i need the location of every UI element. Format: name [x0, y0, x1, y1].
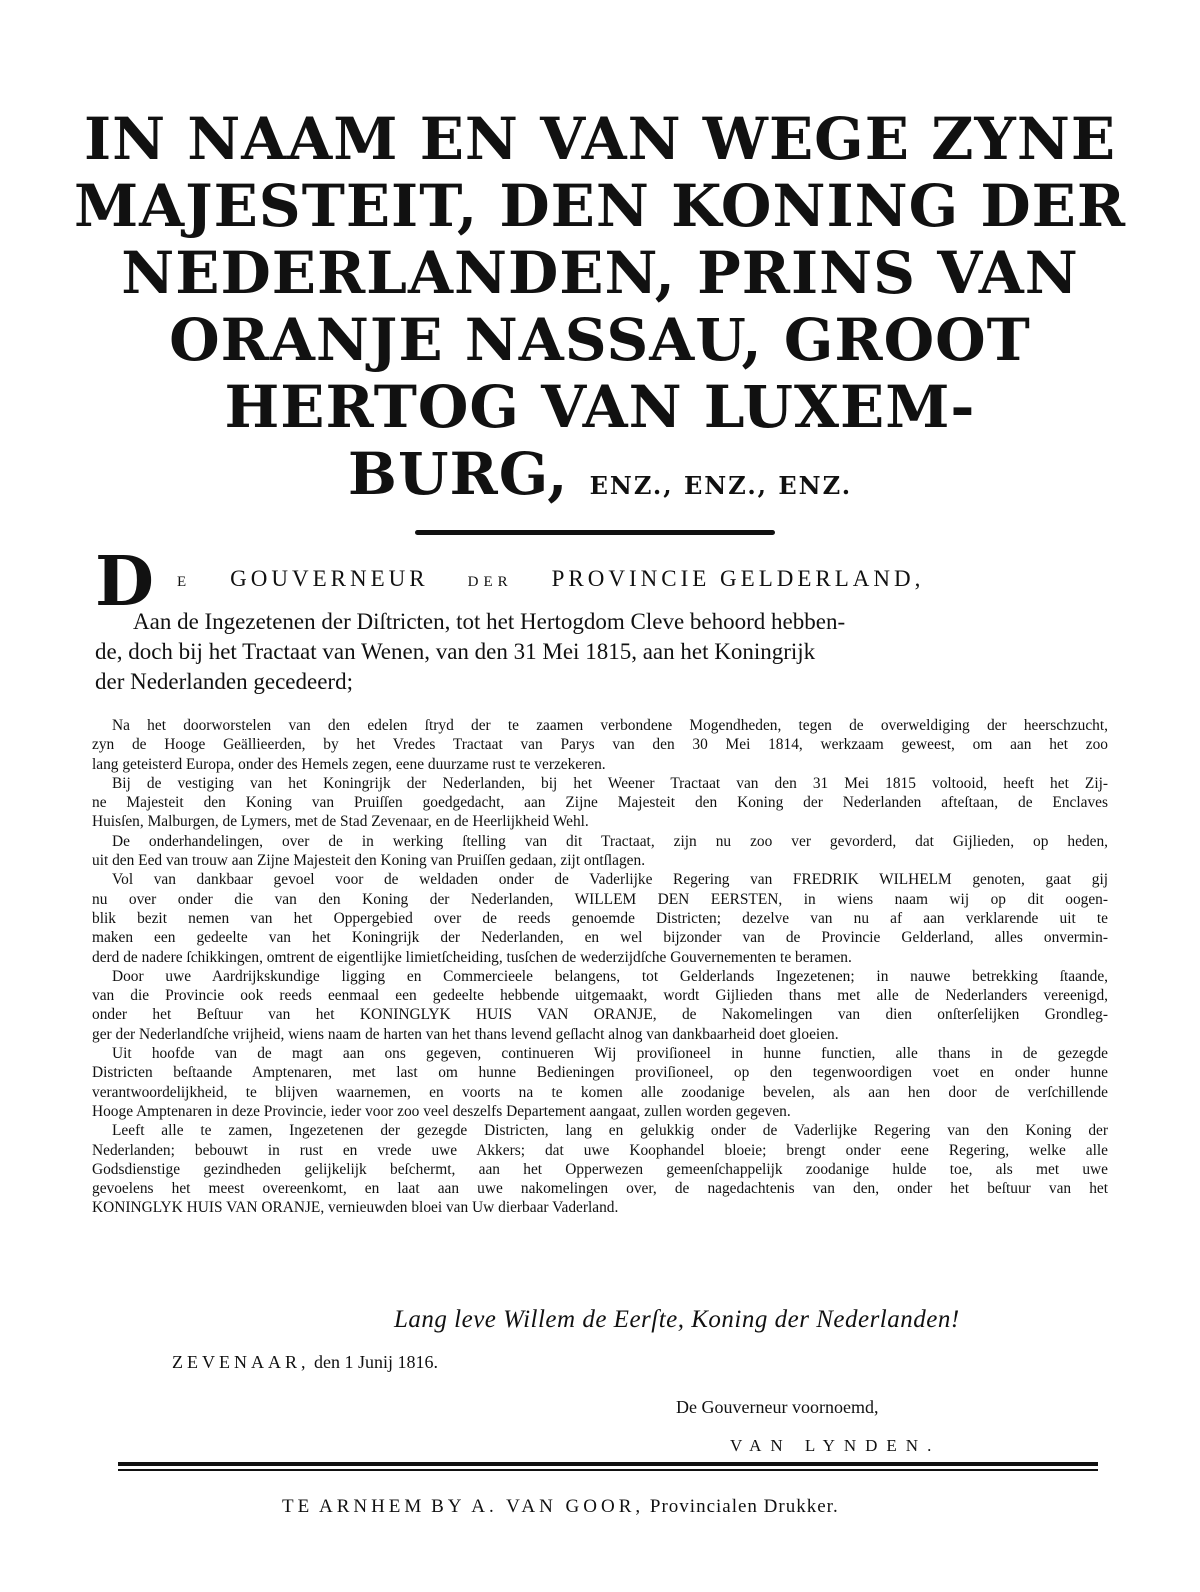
body-line: De onderhandelingen, over de in werking ſtelling van dit Tractaat, zijn nu zoo ver gevorderd, dat Gijlieden, op heden,: [112, 832, 1108, 850]
body-line: Huisſen, Malburgen, de Lymers, met de Stad Zevenaar, en de Heerlijkheid Wehl.: [92, 813, 589, 831]
dateline-place: ZEVENAAR,: [172, 1352, 310, 1372]
body-line: ne Majesteit den Koning van Pruiſſen goedgedacht, aan Zijne Majesteit den Koning der Nederlanden afteſtaan, de Enclaves: [92, 794, 1108, 812]
dateline: [172, 1352, 438, 1373]
body-line: Leeft alle te zamen, Ingezetenen der gezegde Districten, lang en gelukkig onder de Vaderlijke Regering van den Koning der: [112, 1122, 1108, 1140]
address-heading-gouverneur: GOUVERNEUR: [230, 566, 429, 591]
drop-cap: D: [95, 542, 154, 622]
body-line: Na het doorworstelen van den edelen ſtryd der te zaamen verbondene Mogendheden, tegen de overweldiging der heerschzucht,: [112, 717, 1108, 734]
body-line: Uit hoofde van de magt aan ons gegeven, continueren Wij proviſioneel in hunne functien, alle thans in de gezegde: [112, 1045, 1108, 1063]
printer-by: BY: [431, 1496, 466, 1517]
footer-rule: [118, 1462, 1098, 1466]
signer-title: De Gouverneur voornoemd,: [676, 1397, 879, 1417]
body-line: Vol van dankbaar gevoel voor de weldaden onder de Vaderlijke Regering van FREDRIK WILHELM genoten, gaat gij: [112, 871, 1108, 889]
body-line: zyn de Hooge Geällieerden, by het Vredes Tractaat van Parys van den 30 Mei 1814, werkzaam geweest, om aan het zoo: [92, 736, 1108, 754]
address-heading-der: DER: [467, 574, 513, 590]
body-line: KONINGLYK HUIS VAN ORANJE, vernieuwden bloei van Uw dierbaar Vaderland.: [92, 1199, 619, 1217]
title-line-3: NEDERLANDEN, PRINS VAN: [121, 239, 1079, 307]
printer-name: A. VAN GOOR,: [471, 1496, 645, 1517]
title-burg: BURG,: [347, 440, 569, 508]
body-line: uit den Eed van trouw aan Zijne Majesteit den Koning van Pruiſſen gedaan, zijt ontſlagen.: [92, 852, 646, 870]
body-line: Bij de vestiging van het Koningrijk der Nederlanden, bij het Weener Tractaat van den 31 Mei 1815 voltooid, heeft het Zij-: [112, 774, 1108, 792]
address-line: der Nederlanden gecedeerd;: [95, 669, 353, 694]
body-line: maken een gedeelte van het Koningrijk der Nederlanden, en wel bijzonder van de Provincie Gelderland, alles onvermin-: [92, 929, 1108, 947]
body-line: gevoelens het meest overeenkomt, en laat aan uwe nakomelingen over, de nagedachtenis van den, onder het beſtuur van het: [92, 1180, 1108, 1198]
address-heading-province: PROVINCIE GELDERLAND,: [551, 566, 925, 591]
address-heading: [177, 566, 1097, 592]
title-line-5: HERTOG VAN LUXEM-: [224, 373, 976, 441]
title-enz: ENZ., ENZ., ENZ.: [589, 471, 853, 500]
title-line-4: ORANJE NASSAU, GROOT: [169, 306, 1031, 374]
body-line: Hooge Amptenaren in deze Provincie, ieder voor zoo veel deszelfs Departement aangaat, zullen worden gegeven.: [92, 1102, 791, 1120]
title-line-2: MAJESTEIT, DEN KONING DER: [73, 172, 1127, 240]
closing-salute: Lang leve Willem de Eerſte, Koning der Nederlanden!: [394, 1306, 960, 1333]
body-line: ger der Nederlandſche vrijheid, wiens naam de harten van het thans levend geſlacht alnog van dankbaarheid doet gloeien.: [92, 1025, 839, 1043]
title-line-6: [40, 441, 1160, 519]
body-line: Door uwe Aardrijkskundige ligging en Commercieele belangens, tot Gelderlands Ingezetenen; in nauwe betrekking ſtaande,: [112, 967, 1108, 985]
signer-name: VAN LYNDEN.: [730, 1436, 941, 1455]
proclamation-title: [40, 106, 1160, 519]
body-line: Districten beſtaande Amptenaren, met last om hunne Bedieningen proviſioneel, op den tegenwoordigen voet en onder hunne: [92, 1064, 1108, 1082]
printer-role: Provincialen Drukker.: [649, 1496, 839, 1517]
dateline-date: den 1 Junij 1816.: [314, 1352, 438, 1372]
body-line: onder het Beſtuur van het KONINGLYK HUIS VAN ORANJE, de Nakomelingen van dien onſterſelijken Grondleg-: [92, 1006, 1108, 1024]
body-line: lang geteisterd Europa, onder des Hemels zegen, eene duurzame rust te verzekeren.: [92, 755, 606, 773]
proclamation-body: [92, 716, 1108, 1218]
body-line: verantwoordelijkheid, te blijven waarnemen, en voorts na te komen alle zoodanige bevelen, als aan hen door de verſchillende: [92, 1083, 1108, 1101]
title-divider: [415, 530, 775, 535]
body-line: blik bezit nemen van het Oppergebied over de reeds genoemde Districten; dezelve van nu af aan verklarende uit te: [92, 909, 1108, 927]
body-line: Godsdienstige gezindheden gelijkelijk beſchermt, aan het Opperwezen gemeenſchappelijk zoodanige hulde toe, als met uwe: [92, 1160, 1108, 1178]
address-recipients: [95, 607, 1100, 697]
body-line: Nederlanden; bebouwt in rust en vrede uwe Akkers; dat uwe Koophandel bloeie; brengt onder eene Regering, welke alle: [92, 1141, 1108, 1159]
printer-te: TE: [282, 1496, 314, 1517]
printer-city: ARNHEM: [318, 1496, 426, 1517]
title-line-1: IN NAAM EN VAN WEGE ZYNE: [83, 105, 1117, 173]
body-line: derd de nadere ſchikkingen, omtrent de eigentlijke limietſcheiding, tusſchen de wederzijdſche Gouvernementen te beramen.: [92, 948, 852, 966]
printer-imprint: [282, 1496, 839, 1518]
address-heading-e: E: [177, 574, 192, 590]
address-line: Aan de Ingezetenen der Diſtricten, tot het Hertogdom Cleve behoord hebben-: [133, 609, 846, 634]
body-line: nu over onder die van den Koning der Nederlanden, WILLEM DEN EERSTEN, in wiens naam wij op dit oogen-: [92, 890, 1108, 908]
body-line: van die Provincie ook reeds eenmaal een gedeelte hebbende uitgemaakt, wordt Gijlieden thans met alle de Nederlanders vereenigd,: [92, 987, 1108, 1005]
address-line: de, doch bij het Tractaat van Wenen, van den 31 Mei 1815, aan het Koningrijk: [95, 639, 816, 664]
footer-rule-thin: [118, 1469, 1098, 1471]
